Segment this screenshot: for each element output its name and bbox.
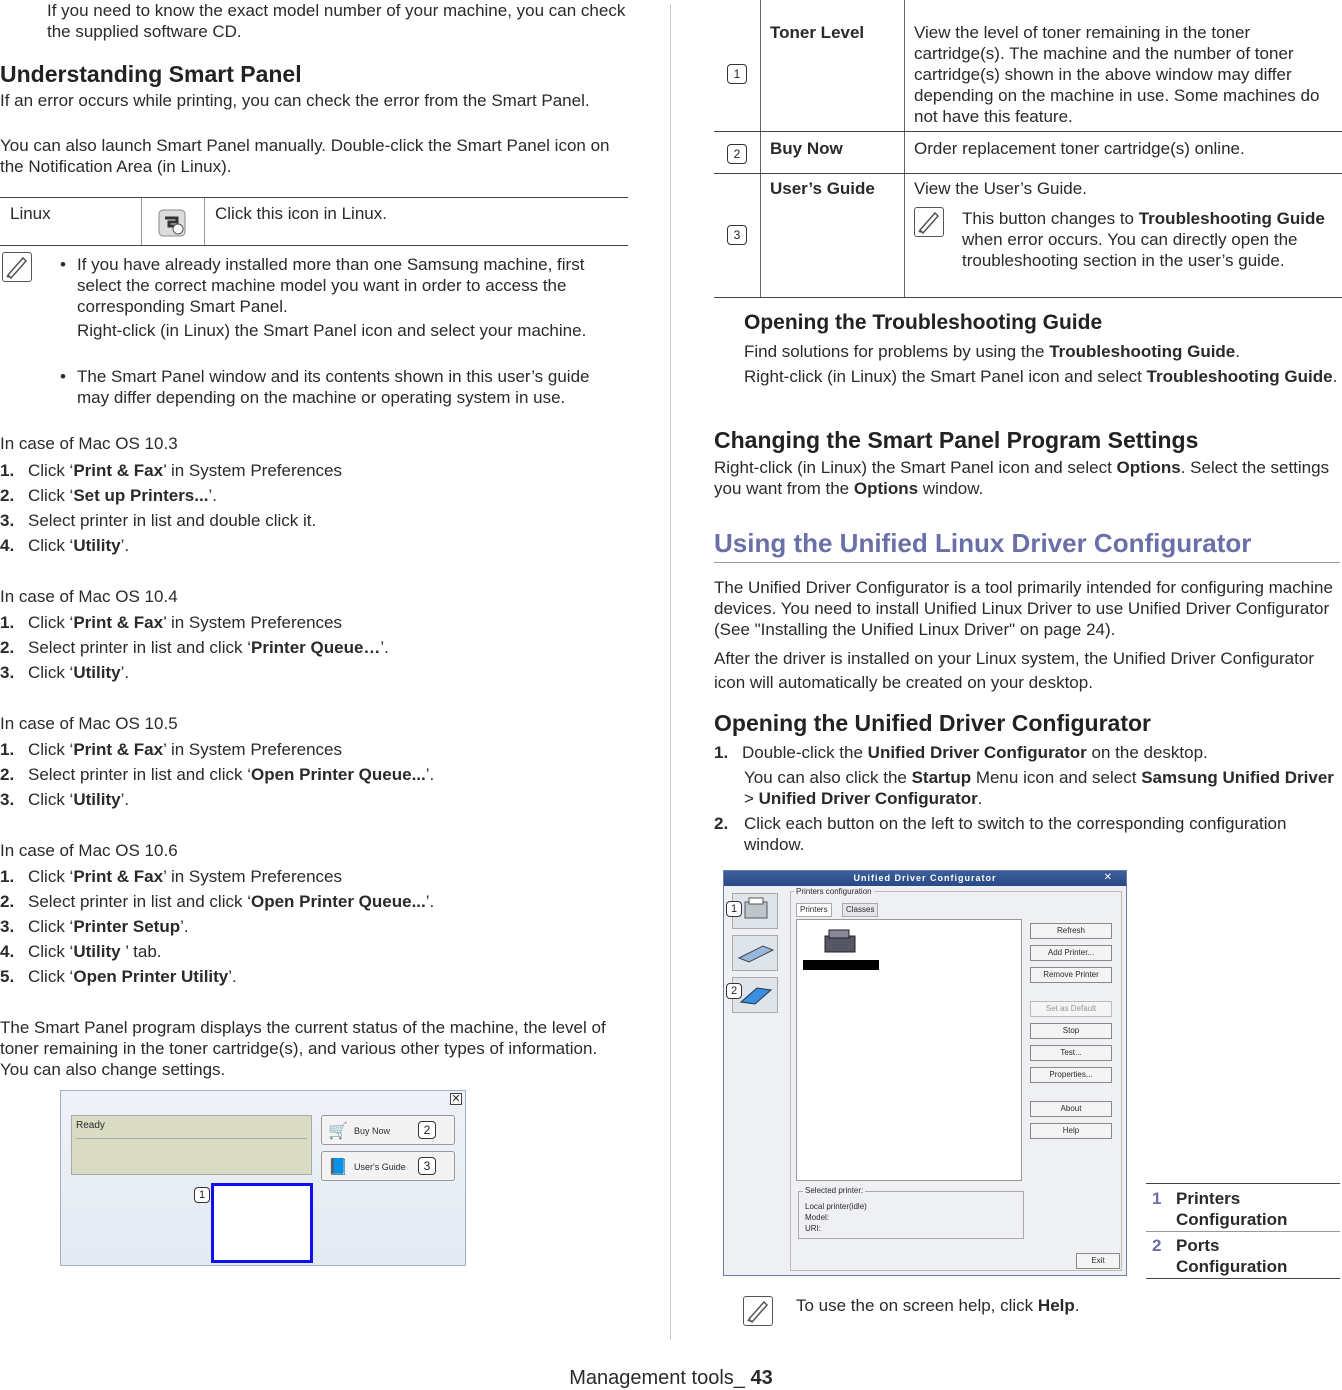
open-udc-step-2: Click each button on the left to switch to the corresponding configuration window. — [744, 814, 1287, 854]
mac105-step-3: 3. Click ‘Utility’. — [0, 790, 130, 809]
legend-2-number: 2 — [1152, 1236, 1162, 1255]
mac106-step-1: 1. Click ‘Print & Fax’ in System Preferences — [0, 867, 342, 886]
row-1-desc: View the level of toner remaining in the toner cartridge(s). The machine and the number of toner cartridge(s) shown in the above window may differ depending on the machine in use. Some machines do not have this feature. — [914, 23, 1320, 126]
note-icon — [743, 1296, 773, 1326]
mac104-step-2: 2. Select printer in list and click ‘Printer Queue…’. — [0, 638, 389, 657]
mac106-step-4: 4. Click ‘Utility ’ tab. — [0, 942, 162, 961]
toner-level-area — [211, 1183, 313, 1263]
legend-2-label: Ports Configuration — [1176, 1236, 1288, 1276]
mac105-step-1: 1. Click ‘Print & Fax’ in System Preferences — [0, 740, 342, 759]
mac104-step-3: 3. Click ‘Utility’. — [0, 663, 130, 682]
mac105-heading: In case of Mac OS 10.5 — [0, 714, 178, 733]
close-icon[interactable]: ✕ — [451, 1093, 461, 1105]
mac106-step-3: 3. Click ‘Printer Setup’. — [0, 917, 189, 936]
udc-p1: The Unified Driver Configurator is a tool primarily intended for configuring machine devices. You need to install Unified Linux Driver to use Unified Driver Configurator (See "Installing the Unified Linux Driver" on page 24). — [714, 578, 1333, 639]
table-os-cell: Linux — [10, 204, 51, 223]
row-2-number: 2 — [727, 144, 747, 164]
help-note: To use the on screen help, click Help. — [796, 1296, 1080, 1315]
smart-panel-p2: You can also launch Smart Panel manually. Double-click the Smart Panel icon on the Notification Area (in Linux). — [0, 136, 610, 176]
group-label: Printers configuration — [796, 887, 872, 896]
smart-panel-p1: If an error occurs while printing, you can check the error from the Smart Panel. — [0, 91, 590, 110]
open-udc-step-1: 1. Double-click the Unified Driver Configurator on the desktop. — [714, 743, 1208, 762]
note-icon — [914, 207, 944, 237]
udc-p2: After the driver is installed on your Linux system, the Unified Driver Configurator icon will automatically be created on your desktop. — [714, 649, 1314, 692]
printer-list — [796, 919, 1022, 1181]
about-button[interactable]: About — [1030, 1101, 1112, 1117]
mac106-step-2: 2. Select printer in list and click ‘Open Printer Queue...’. — [0, 892, 435, 911]
set-default-button[interactable]: Set as Default — [1030, 1001, 1112, 1017]
table-top-rule — [0, 197, 628, 198]
row-3-note: This button changes to Troubleshooting Guide when error occurs. You can directly open the troubleshooting section in the user’s guide. — [962, 209, 1325, 270]
troubleshoot-title: Opening the Troubleshooting Guide — [744, 311, 1103, 334]
exit-button[interactable]: Exit — [1076, 1253, 1120, 1269]
row-3-desc: View the User’s Guide. — [914, 179, 1087, 198]
mac103-step-1: 1. Click ‘Print & Fax’ in System Preferences — [0, 461, 342, 480]
feature-table — [714, 0, 1342, 298]
properties-button[interactable]: Properties... — [1030, 1067, 1112, 1083]
table-bottom-rule — [0, 245, 628, 246]
row-2-label: Buy Now — [770, 139, 843, 158]
udc-window: Unified Driver Configurator ✕ 1 2 Printers configuration Printers Classes Refresh Add Printer... Remove Printer Set as Default Stop Test... Properties... About Help Selected printer: Local printer(idle) Model: URI: Exit — [723, 870, 1127, 1276]
add-printer-button[interactable]: Add Printer... — [1030, 945, 1112, 961]
row-3-label: User’s Guide — [770, 179, 875, 198]
mac104-step-1: 1. Click ‘Print & Fax’ in System Preferences — [0, 613, 342, 632]
udc-title: Using the Unified Linux Driver Configurator — [714, 528, 1252, 558]
smart-panel-title: Understanding Smart Panel — [0, 61, 302, 87]
help-button[interactable]: Help — [1030, 1123, 1112, 1139]
close-icon[interactable]: ✕ — [1103, 872, 1112, 883]
users-guide-button[interactable]: 📘 User's Guide 3 — [321, 1151, 455, 1181]
open-udc-title: Opening the Unified Driver Configurator — [714, 710, 1152, 736]
cart-icon: 🛒 — [328, 1123, 348, 1140]
udc-titlebar: Unified Driver Configurator — [724, 871, 1126, 886]
legend-1-label: Printers Configuration — [1176, 1189, 1288, 1229]
settings-title: Changing the Smart Panel Program Settings — [714, 427, 1199, 453]
scanners-config-button[interactable] — [732, 935, 778, 971]
mac103-heading: In case of Mac OS 10.3 — [0, 434, 178, 453]
remove-printer-button[interactable]: Remove Printer — [1030, 967, 1112, 983]
printer-icon — [819, 926, 863, 960]
note-bullet-2: The Smart Panel window and its contents shown in this user’s guide may differ depending on the machine or operating system in use. — [77, 367, 590, 407]
note-bullet-1: If you have already installed more than one Samsung machine, first select the correct machine model you want in order to access the corresponding Smart Panel. — [77, 255, 585, 316]
printer-name-highlight — [803, 960, 879, 970]
settings-text: Right-click (in Linux) the Smart Panel icon and select Options. Select the settings you want from the Options window. — [714, 458, 1330, 498]
mac103-step-2: 2. Click ‘Set up Printers...’. — [0, 486, 217, 505]
selected-printer-box: Selected printer: Local printer(idle) Model: URI: — [798, 1191, 1024, 1239]
status-text: Ready — [76, 1120, 105, 1131]
stop-button[interactable]: Stop — [1030, 1023, 1112, 1039]
mac103-step-3: 3. Select printer in list and double click it. — [0, 511, 317, 530]
intro-text: If you need to know the exact model number of your machine, you can check the supplied software CD. — [47, 1, 626, 41]
column-divider — [670, 4, 671, 1340]
row-1-label: Toner Level — [770, 23, 865, 42]
summary-text: The Smart Panel program displays the current status of the machine, the level of toner remaining in the toner cartridge(s), and various other types of information. You can also change settings. — [0, 1018, 606, 1079]
status-box — [71, 1115, 312, 1175]
test-button[interactable]: Test... — [1030, 1045, 1112, 1061]
page-footer: Management tools_ 43 — [569, 1367, 773, 1389]
smart-panel-window: ✕ Ready 🛒 Buy Now 2 📘 User's Guide 3 1 — [60, 1090, 466, 1266]
mac104-heading: In case of Mac OS 10.4 — [0, 587, 178, 606]
legend-1-number: 1 — [1152, 1189, 1162, 1208]
mac105-step-2: 2. Select printer in list and click ‘Open Printer Queue...’. — [0, 765, 435, 784]
tab-printers[interactable]: Printers — [796, 903, 832, 917]
mac106-heading: In case of Mac OS 10.6 — [0, 841, 178, 860]
row-2-desc: Order replacement toner cartridge(s) online. — [914, 139, 1245, 158]
troubleshoot-p1: Find solutions for problems by using the Troubleshooting Guide. — [744, 342, 1240, 361]
tab-classes[interactable]: Classes — [842, 903, 878, 917]
mac106-step-5: 5. Click ‘Open Printer Utility’. — [0, 967, 237, 986]
row-3-number: 3 — [727, 225, 747, 245]
smart-panel-linux-icon — [157, 208, 187, 238]
row-1-number: 1 — [727, 64, 747, 84]
book-icon: 📘 — [328, 1159, 348, 1176]
troubleshoot-p2: Right-click (in Linux) the Smart Panel icon and select Troubleshooting Guide. — [744, 367, 1338, 386]
note-icon — [2, 252, 32, 282]
mac103-step-4: 4. Click ‘Utility’. — [0, 536, 130, 555]
buy-now-button[interactable]: 🛒 Buy Now 2 — [321, 1115, 455, 1145]
refresh-button[interactable]: Refresh — [1030, 923, 1112, 939]
note-bullet-1-extra: Right-click (in Linux) the Smart Panel icon and select your machine. — [77, 321, 587, 340]
table-desc-cell: Click this icon in Linux. — [215, 204, 387, 223]
open-udc-step-1-extra: You can also click the Startup Menu icon and select Samsung Unified Driver > Unified Driver Configurator. — [744, 768, 1334, 808]
